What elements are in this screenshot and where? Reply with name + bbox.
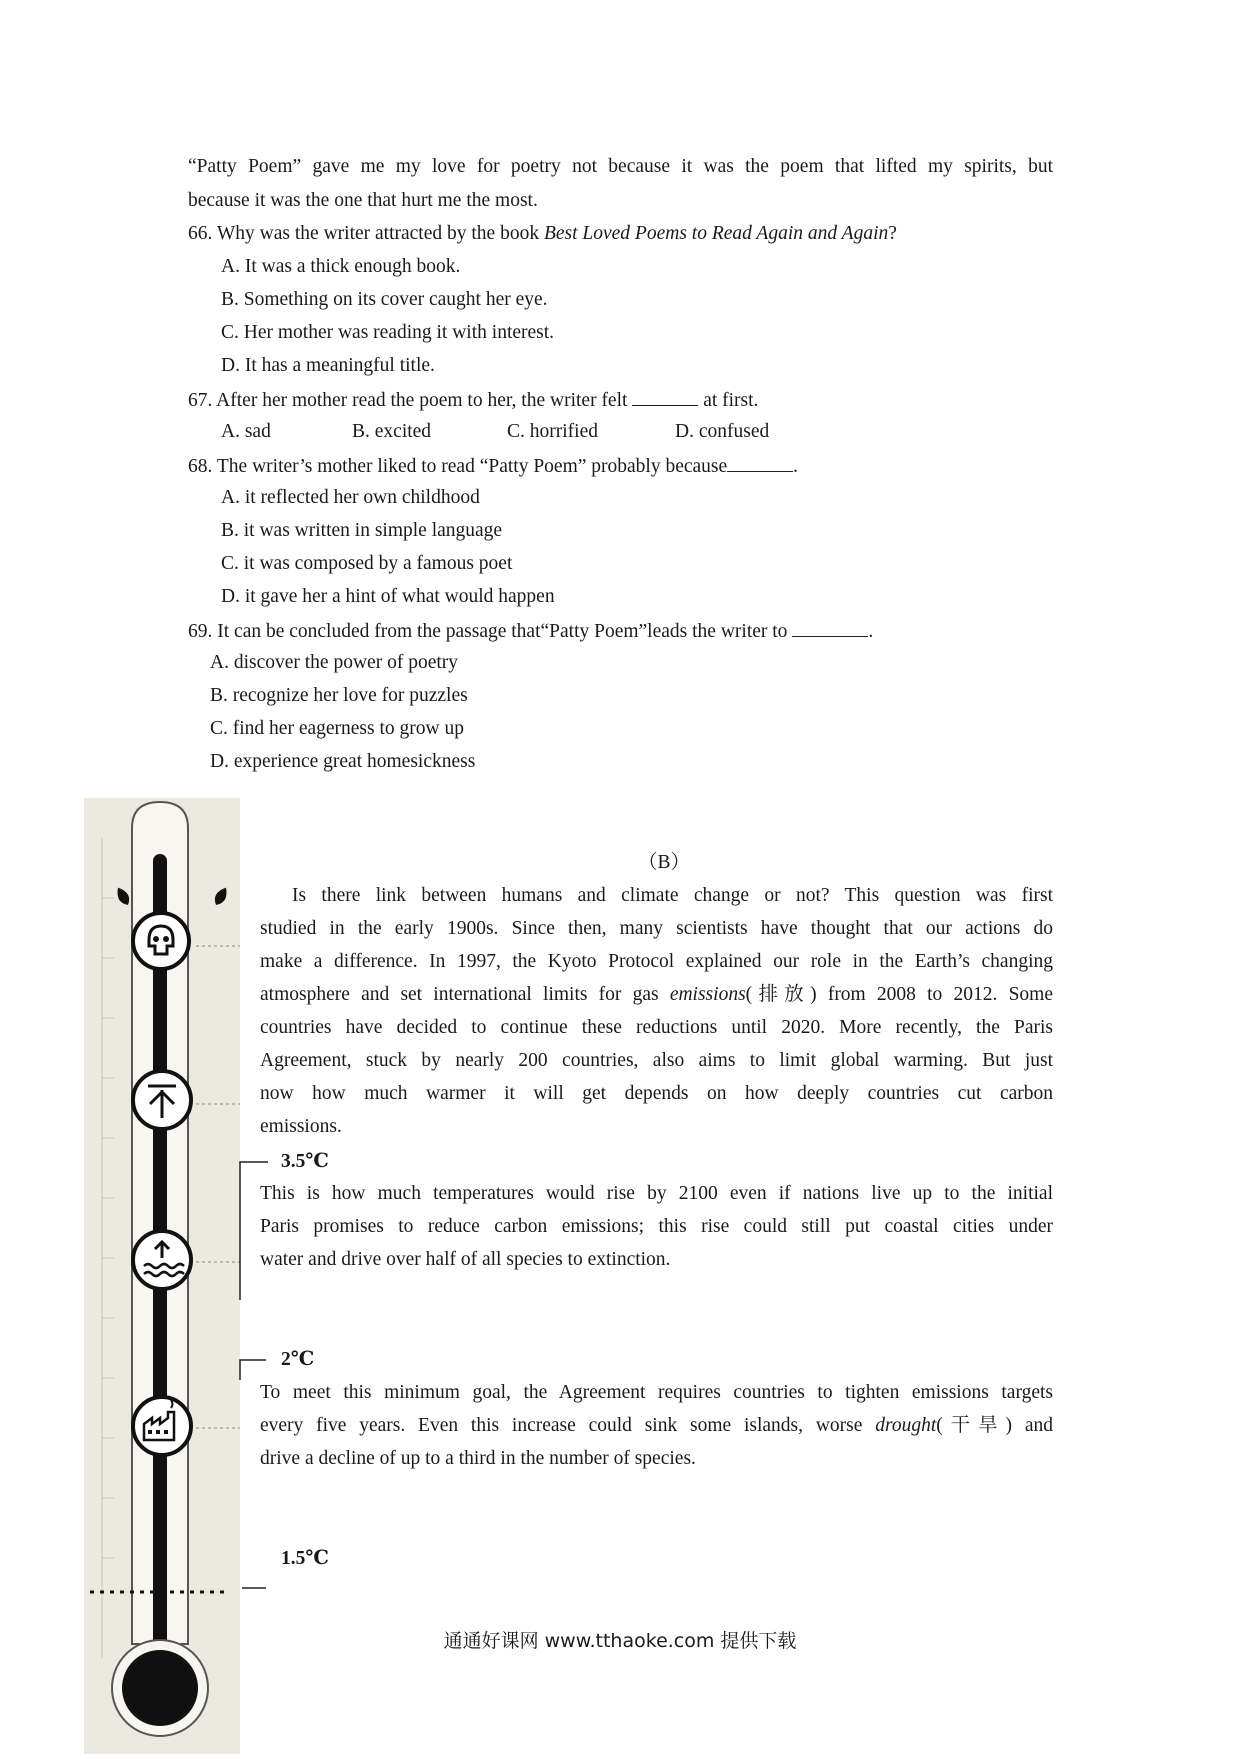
paragraph-b1-line-1: Is there link between humans and climate change or not? This question was first — [292, 885, 1053, 906]
arrow-up-icon — [130, 1068, 194, 1132]
intro-line-1: “Patty Poem” gave me my love for poetry not because it was the poem that lifted my spirits, but — [188, 156, 1053, 177]
q67-option-d: D. confused — [675, 421, 770, 442]
q66-option-c: C. Her mother was reading it with interest. — [221, 322, 555, 343]
q66-option-b: B. Something on its cover caught her eye. — [221, 289, 548, 310]
temp-3-5-line-3: water and drive over half of all species to extinction. — [260, 1249, 671, 1270]
temp-2-line-1: To meet this minimum goal, the Agreement requires countries to tighten emissions targets — [260, 1382, 1053, 1403]
question-66: 66. Why was the writer attracted by the book Best Loved Poems to Read Again and Again? — [188, 223, 897, 244]
q67-option-a: A. sad — [221, 421, 271, 442]
q67-option-b: B. excited — [352, 421, 432, 442]
temp-label-1-5: 1.5℃ — [281, 1548, 329, 1569]
question-67: 67. After her mother read the poem to her, the writer felt at first. — [188, 387, 758, 413]
answer-blank — [727, 453, 793, 472]
question-68: 68. The writer’s mother liked to read “Patty Poem” probably because . — [188, 453, 798, 479]
q68-option-a: A. it reflected her own childhood — [221, 487, 480, 508]
q66-option-a: A. It was a thick enough book. — [221, 256, 461, 277]
q68-option-b: B. it was written in simple language — [221, 520, 503, 541]
answer-blank — [632, 387, 698, 406]
paragraph-b1-line-8: emissions. — [260, 1116, 342, 1137]
q69-option-d: D. experience great homesickness — [210, 751, 476, 772]
temp-3-5-line-1: This is how much temperatures would rise by 2100 even if nations live up to the initial — [260, 1183, 1053, 1204]
q69-option-a: A. discover the power of poetry — [210, 652, 459, 673]
temp-label-2: 2℃ — [281, 1349, 315, 1370]
paragraph-b1-line-7: now how much warmer it will get depends on how deeply countries cut carbon — [260, 1083, 1053, 1104]
temp-2-line-3: drive a decline of up to a third in the number of species. — [260, 1448, 696, 1469]
question-69: 69. It can be concluded from the passage that“Patty Poem”leads the writer to . — [188, 618, 873, 644]
sea-level-rise-icon — [130, 1228, 194, 1292]
temp-2-line-2: every five years. Even this increase could sink some islands, worse drought(干旱) and — [260, 1415, 1053, 1436]
q68-option-d: D. it gave her a hint of what would happen — [221, 586, 555, 607]
temp-label-3-5: 3.5℃ — [281, 1151, 329, 1172]
paragraph-b1-line-6: Agreement, stuck by nearly 200 countries, also aims to limit global warming. But just — [260, 1050, 1053, 1071]
paragraph-b1-line-4: atmosphere and set international limits for gas emissions(排放) from 2008 to 2012. Some — [260, 984, 1053, 1005]
footer-text: 通通好课网 www.tthaoke.com 提供下载 — [443, 1630, 797, 1652]
paragraph-b1-line-3: make a difference. In 1997, the Kyoto Protocol explained our role in the Earth’s changing — [260, 951, 1053, 972]
q67-option-c: C. horrified — [507, 421, 598, 442]
paragraph-b1-line-5: countries have decided to continue these reductions until 2020. More recently, the Paris — [260, 1017, 1053, 1038]
q69-option-b: B. recognize her love for puzzles — [210, 685, 468, 706]
skull-icon — [130, 910, 192, 972]
q68-option-c: C. it was composed by a famous poet — [221, 553, 513, 574]
thermometer-illustration — [84, 798, 240, 1754]
paragraph-b1-line-2: studied in the early 1900s. Since then, many scientists have thought that our actions do — [260, 918, 1053, 939]
book-title: Best Loved Poems to Read Again and Again — [543, 223, 889, 244]
answer-blank — [792, 618, 868, 637]
intro-line-2: because it was the one that hurt me the most. — [188, 190, 538, 211]
q69-option-c: C. find her eagerness to grow up — [210, 718, 464, 739]
temp-3-5-line-2: Paris promises to reduce carbon emissions; this rise could still put coastal cities under — [260, 1216, 1053, 1237]
q66-option-d: D. It has a meaningful title. — [221, 355, 435, 376]
section-b-heading: （B） — [638, 852, 691, 873]
factory-icon — [130, 1394, 194, 1458]
